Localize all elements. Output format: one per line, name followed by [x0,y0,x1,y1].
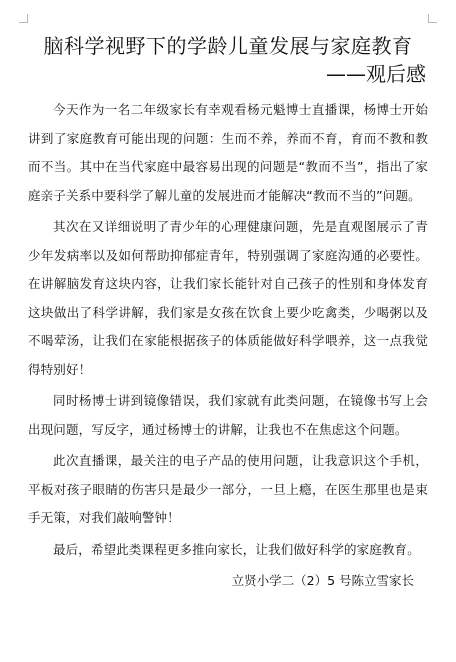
document-title: 脑科学视野下的学龄儿童发展与家庭教育 [43,34,413,58]
document-body [28,96,428,564]
document-page [28,32,428,595]
paragraph-electronic-devices: 此次直播课，最关注的电子产品的使用问题，让我意识这个手机，平板对孩子眼睛的伤害只是最少一部分，一旦上瘾，在医生那里也是束手无策，对我们敲响警钟！ [28,453,428,525]
document-subtitle: ——观后感 [326,62,426,86]
page-corner-mark-top-left [19,14,28,23]
page-corner-mark-top-right [428,14,437,23]
paragraph-intro: 今天作为一名二年级家长有幸观看杨元魁博士直播课，杨博士开始讲到了家庭教育可能出现的问题：生而不养，养而不育，育而不教和教而不当。其中在当代家庭中最容易出现的问题是“教而不当”，指出了家庭亲子关系中要科学了解儿童的发展进而才能解决“教而不当的”问题。 [28,102,428,203]
signature: 立贤小学二（2）5 号陈立雪家长 [231,573,414,588]
paragraph-mental-health: 其次在又详细说明了青少年的心理健康问题，先是直观图展示了青少年发病率以及如何帮助抑郁症青年，特别强调了家庭沟通的必要性。在讲解脑发育这块内容，让我们家长能针对自己孩子的性别和身体发育这块做出了科学讲解，我们家是女孩在饮食上要少吃禽类，少喝粥以及不喝荤汤，让我们在家能根据孩子的体质能做好科学喂养，这一点我觉得特别好！ [28,219,428,377]
paragraph-mirror-writing: 同时杨博士讲到镜像错误，我们家就有此类问题，在镜像书写上会出现问题，写反字，通过杨博士的讲解，让我也不在焦虑这个问题。 [28,393,428,437]
paragraph-conclusion: 最后，希望此类课程更多推向家长，让我们做好科学的家庭教育。 [53,541,420,557]
